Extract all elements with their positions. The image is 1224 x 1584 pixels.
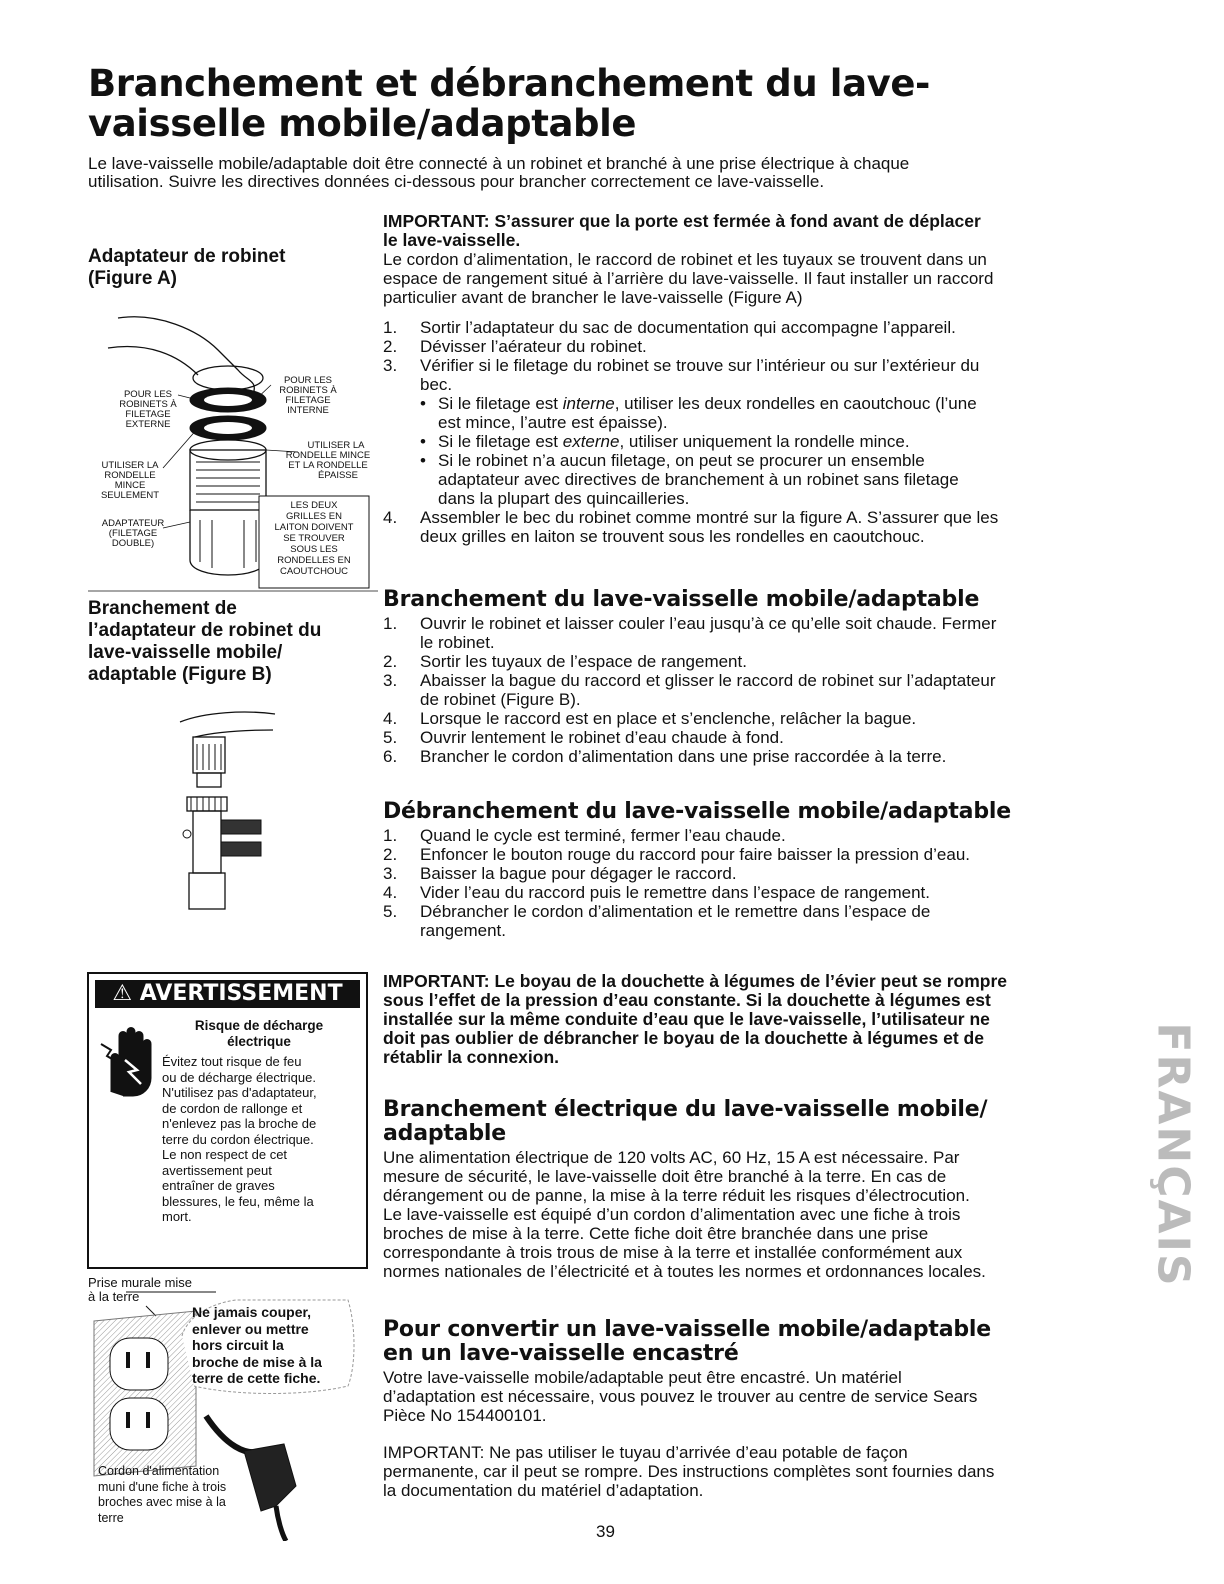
label-adaptateur: ADAPTATEUR — [101, 518, 165, 529]
warning-text: Évitez tout risque de feu ou de décharge électrique. N'utilisez pas d'adaptateur, de cordon de rallonge et n'enlevez pas la broche de terre du cordon électrique. Le non respect de cet avertissement peut entraîner de graves blessures, le feu, même la mort. — [162, 1054, 317, 1224]
section-body: Votre lave-vaisselle mobile/adaptable peut être encastré. Un matériel d’adaptation est nécessaire, vous pouvez le trouver au centre de service Sears Pièce No 154400101. — [383, 1368, 978, 1425]
electric-hand-icon — [99, 1022, 161, 1100]
important-text-line: Le cordon d’alimentation, le raccord de robinet et les tuyaux se trouvent dans un — [383, 250, 987, 269]
steps-debranchement — [383, 826, 1163, 940]
important-douchette: IMPORTANT: Le boyau de la douchette à légumes de l’évier peut se rompre sous l’effet de la pression d’eau constante. Si la douchette à légumes est installée sur la même conduite d’eau que le lave-vaisselle, l’utilisateur ne doit pas oublier de débrancher le boyau de la douchette à légumes et de rétablir la connexion. — [383, 971, 1007, 1067]
intro-paragraph — [88, 155, 1148, 191]
list-item: 4. Vider l’eau du raccord puis le remettre dans l’espace de rangement. — [383, 883, 930, 902]
list-item: 3. Baisser la bague pour dégager le raccord. — [383, 864, 737, 883]
intro-line: utilisation. Suivre les directives données ci-dessous pour brancher correctement ce lave-vaisselle. — [88, 172, 825, 191]
label-utiliser-rondelle-mince-epaisse: RONDELLE MINCE — [285, 450, 371, 461]
list-item: 3. Abaisser la bague du raccord et glisser le raccord de robinet sur l’adaptateur de robinet (Figure B). — [383, 671, 996, 709]
warning-box — [87, 972, 368, 1269]
important-text-line: espace de rangement situé à l’arrière du lave-vaisselle. Il faut installer un raccord — [383, 269, 994, 288]
important-text-line: particulier avant de brancher le lave-vaisselle (Figure A) — [383, 288, 803, 307]
label-grilles: CAOUTCHOUC — [279, 566, 349, 577]
figure-a-heading — [88, 246, 285, 290]
label-grilles: GRILLES EN — [286, 511, 342, 522]
figure-a-heading-line: (Figure A) — [88, 268, 178, 289]
label-utiliser-rondelle-mince-epaisse: ÉPAISSE — [318, 470, 358, 481]
list-item: 1. Sortir l’adaptateur du sac de documentation qui accompagne l’appareil. — [383, 318, 956, 337]
section-heading: Pour convertir un lave-vaisselle mobile/adaptable en un lave-vaisselle encastré — [383, 1317, 991, 1366]
section-body: Une alimentation électrique de 120 volts AC, 60 Hz, 15 A est nécessaire. Par mesure de sécurité, le lave-vaisselle doit être branché à la terre. En cas de dérangement ou de panne, la mise à la terre réduit les risques d’électrocution. Le lave-vaisselle est équipé d’un cordon d’alimentation avec une fiche à trois broches de mise à la terre. Cette fiche doit être branchée dans une prise correspondante à trois trous de mise à la terre et installée conformément aux normes nationales de l’électricité et à toutes les normes et ordonnances locales. — [383, 1148, 986, 1281]
list-item: 5. Ouvrir lentement le robinet d’eau chaude à fond. — [383, 728, 784, 747]
label-adaptateur: (FILETAGE — [108, 528, 158, 539]
list-item: 2. Enfoncer le bouton rouge du raccord pour faire baisser la pression d’eau. — [383, 845, 971, 864]
label-adaptateur: DOUBLE) — [111, 538, 155, 549]
important-bold-line: IMPORTANT: S’assurer que la porte est fermée à fond avant de déplacer — [383, 211, 981, 231]
label-pour-les-robinets-interne: POUR LES — [283, 375, 333, 386]
label-grilles: LAITON DOIVENT — [274, 522, 354, 533]
list-item: 1. Quand le cycle est terminé, fermer l’eau chaude. — [383, 826, 786, 845]
warning-title: Risque de décharge électrique — [194, 1018, 324, 1049]
label-utiliser-rondelle-mince-seulement: MINCE — [114, 480, 146, 491]
label-utiliser-rondelle-mince-epaisse: UTILISER LA — [307, 440, 365, 451]
label-pour-les-robinets-externe: FILETAGE — [125, 409, 171, 420]
label-grilles: SE TROUVER — [283, 533, 345, 544]
list-item: 6. Brancher le cordon d’alimentation dans une prise raccordée à la terre. — [383, 747, 947, 766]
steps-adaptateur — [383, 318, 1153, 546]
figure-b-heading-line: Branchement de — [88, 598, 237, 619]
cordon-label: Cordon d'alimentation muni d'une fiche à trois broches avec mise à la terre — [98, 1464, 227, 1525]
steps-branchement — [383, 614, 1163, 766]
title-line-1: Branchement et débranchement du lave- — [88, 62, 931, 105]
figure-b-heading-line: l’adaptateur de robinet du — [88, 620, 322, 641]
label-utiliser-rondelle-mince-epaisse: ET LA RONDELLE — [288, 460, 368, 471]
never-cut-ground-note: Ne jamais couper, enlever ou mettre hors circuit la broche de mise à la terre de cette fiche. — [192, 1304, 322, 1386]
label-grilles: LES DEUX — [290, 500, 338, 511]
list-item: 5. Débrancher le cordon d’alimentation et le remettre dans l’espace de rangement. — [383, 902, 931, 940]
outlet-label: Prise murale mise à la terre — [88, 1275, 193, 1304]
label-pour-les-robinets-externe: EXTERNE — [125, 419, 171, 430]
language-label: FRANÇAIS — [1147, 1022, 1199, 1288]
label-pour-les-robinets-interne: FILETAGE — [285, 395, 331, 406]
list-item: • Si le filetage est externe, utiliser uniquement la rondelle mince. — [420, 432, 910, 451]
list-item: • Si le robinet n’a aucun filetage, on peut se procurer un ensemble adaptateur avec directives de branchement à un robinet sans filetage dans la plupart des quincailleries. — [420, 451, 959, 508]
figure-b-heading — [88, 598, 368, 686]
figure-a-heading-line: Adaptateur de robinet — [88, 246, 286, 267]
important-porte — [383, 212, 1153, 307]
section-debranchement — [383, 800, 1163, 940]
label-grilles: SOUS LES — [290, 544, 338, 555]
label-pour-les-robinets-externe: ROBINETS À — [119, 399, 177, 410]
section-electrique — [383, 1098, 1163, 1281]
section-branchement — [383, 588, 1163, 766]
page-number: 39 — [596, 1522, 615, 1541]
list-item: 4. Assembler le bec du robinet comme montré sur la figure A. S’assurer que les deux grilles en laiton se trouvent sous les rondelles en caoutchouc. — [383, 508, 999, 546]
label-pour-les-robinets-externe: POUR LES — [123, 389, 173, 400]
important-bold-line: le lave-vaisselle. — [383, 230, 521, 250]
section-heading: Branchement électrique du lave-vaisselle mobile/ adaptable — [383, 1097, 988, 1146]
label-pour-les-robinets-interne: INTERNE — [287, 405, 329, 416]
warning-triangle-icon: ⚠ — [112, 981, 140, 1006]
label-pour-les-robinets-interne: ROBINETS À — [279, 385, 337, 396]
list-item: 3. Vérifier si le filetage du robinet se trouve sur l’intérieur ou sur l’extérieur du bec. • Si le filetage est interne, utiliser les deux rondelles en caoutchouc (l’une est mince, l’autre est épaisse). • Si le filetage est externe, utiliser uniquement la rondelle mince. • Si le robinet n’a aucun filetage, on peut se procurer un ensemble adaptateur avec directives de branchement à un robinet sans filetage dans la plupart des quincailleries. — [383, 356, 1153, 508]
faucet-connector-figure-b — [175, 702, 285, 917]
intro-line: Le lave-vaisselle mobile/adaptable doit être connecté à un robinet et branché à une prise électrique à chaque — [88, 154, 910, 173]
label-utiliser-rondelle-mince-seulement: UTILISER LA — [101, 460, 159, 471]
thread-bullets — [420, 394, 1153, 508]
label-grilles: RONDELLES EN — [277, 555, 351, 566]
list-item: 4. Lorsque le raccord est en place et s’enclenche, relâcher la bague. — [383, 709, 917, 728]
important-convertir: IMPORTANT: Ne pas utiliser le tuyau d’arrivée d’eau potable de façon permanente, car il peut se rompre. Des instructions complètes sont fournies dans la documentation du matériel d’adaptation. — [383, 1443, 995, 1500]
figure-b-heading-line: lave-vaisselle mobile/ — [88, 642, 283, 663]
title-line-2: vaisselle mobile/adaptable — [88, 102, 637, 145]
figure-b-heading-line: adaptable (Figure B) — [88, 664, 272, 685]
page-title — [88, 64, 930, 144]
faucet-adapter-figure-a — [88, 300, 378, 600]
section-heading: Débranchement du lave-vaisselle mobile/adaptable — [383, 799, 1011, 824]
warning-header: ⚠ AVERTISSEMENT — [95, 980, 360, 1008]
section-convertir — [383, 1318, 1163, 1500]
language-tab — [1143, 1015, 1203, 1295]
grounded-outlet-figure — [86, 1276, 366, 1541]
list-item: 2. Sortir les tuyaux de l’espace de rangement. — [383, 652, 747, 671]
label-utiliser-rondelle-mince-seulement: SEULEMENT — [100, 490, 160, 501]
list-item: 1. Ouvrir le robinet et laisser couler l’eau jusqu’à ce qu’elle soit chaude. Fermer le robinet. — [383, 614, 997, 652]
list-item: 2. Dévisser l’aérateur du robinet. — [383, 337, 647, 356]
section-heading: Branchement du lave-vaisselle mobile/adaptable — [383, 587, 980, 612]
list-item: • Si le filetage est interne, utiliser les deux rondelles en caoutchouc (l’une est mince, l’autre est épaisse). — [420, 394, 977, 432]
label-utiliser-rondelle-mince-seulement: RONDELLE — [104, 470, 156, 481]
